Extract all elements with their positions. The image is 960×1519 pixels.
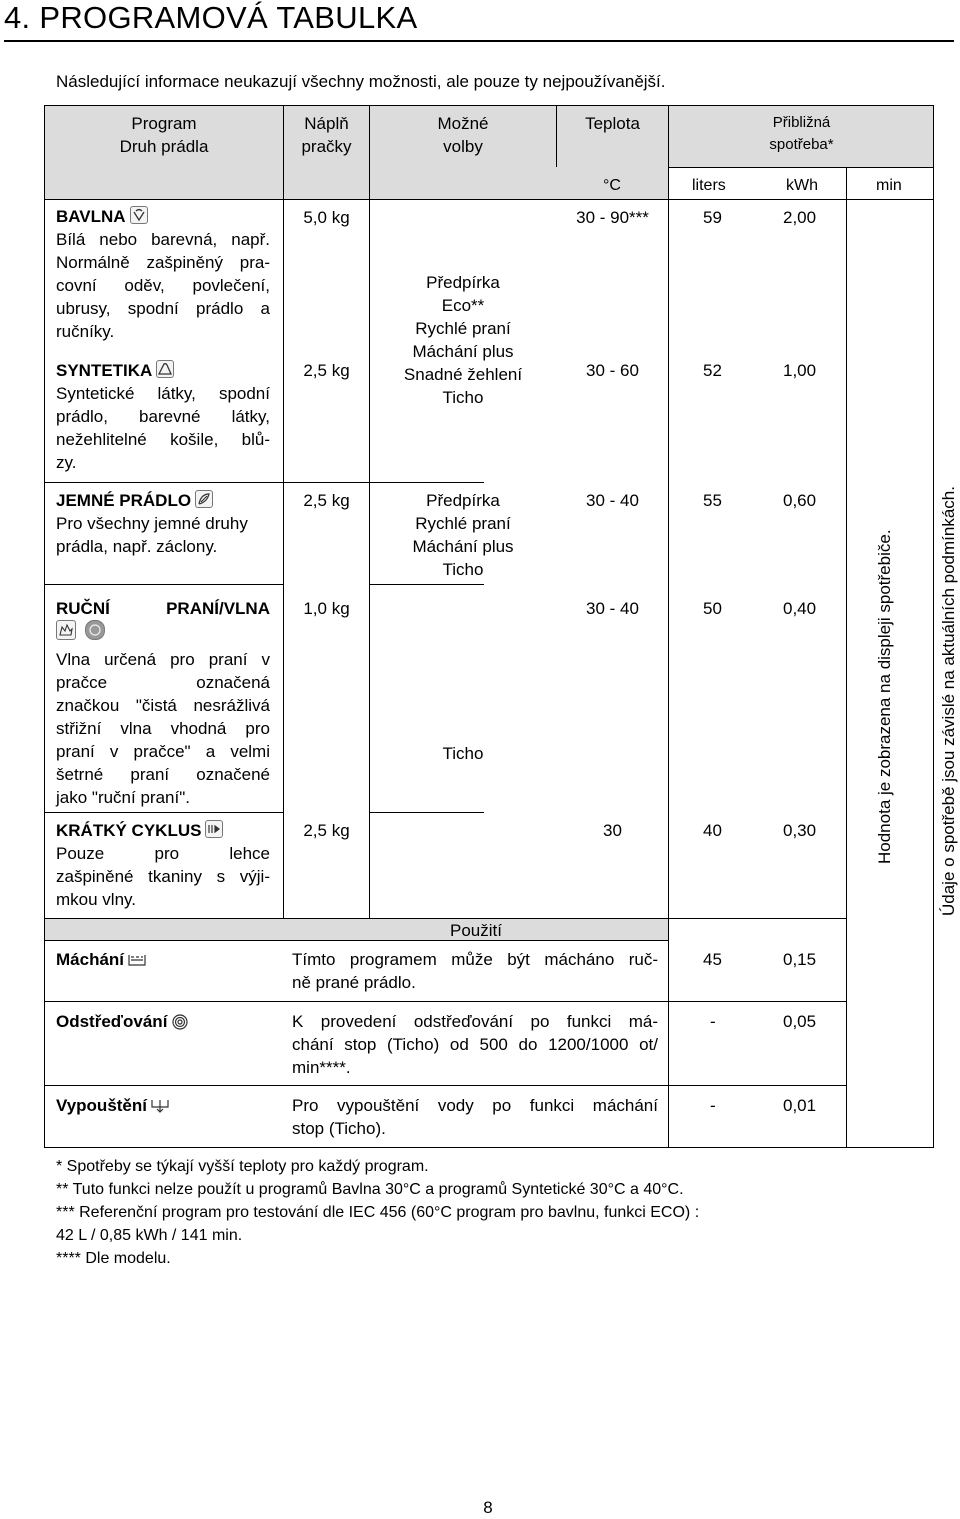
unit-min: min: [876, 177, 902, 194]
program-name: Vypouštění: [56, 1096, 147, 1115]
options-jemne: Předpírka Rychlé praní Máchání plus Ticho: [412, 491, 514, 579]
load-syntetika: 2,5 kg: [303, 361, 350, 380]
rinse-icon: [128, 951, 144, 967]
program-name: SYNTETIKA: [56, 361, 153, 380]
header-program: Program Druh prádla: [119, 114, 209, 156]
program-name: BAVLNA: [56, 207, 126, 226]
usage-odstredovani: K provedení odstřeďování po funkci má- chání stop (Ticho) od 500 do 1200/1000 ot/ min****.: [292, 1012, 658, 1077]
hand-wash-icon: [56, 620, 76, 640]
footnote-2: ** Tuto funkci nelze použít u programů Bavlna 30°C a programů Syntetické 30°C a 40°C.: [56, 1181, 684, 1198]
program-bavlna: BAVLNA Bílá nebo barevná, např. Normálně zašpiněný pra- covní oděv, povlečení, ubrusy, spodní prádlo a ručníky.: [56, 207, 270, 341]
program-rucni: RUČNÍ PRANÍ/VLNA Vlna určená pro praní v pračce označená značkou "čistá nesrážlivá střižní vlna vhodná pro praní v pračce" a velmi šetrné praní označené jako "ruční praní".: [56, 599, 270, 807]
usage-vypousteni: Pro vypouštění vody po funkci máchání stop (Ticho).: [292, 1096, 658, 1138]
header-options: Možné volby: [437, 114, 489, 156]
liters-bavlna: 59: [703, 208, 722, 227]
load-bavlna: 5,0 kg: [303, 208, 350, 227]
usage-header: Použití: [450, 921, 502, 940]
kwh-kratky: 0,30: [783, 821, 817, 840]
program-name: JEMNÉ PRÁDLO: [56, 491, 192, 510]
header-load: Náplň pračky: [301, 114, 352, 156]
synthetics-icon: [156, 360, 174, 378]
program-name-2: PRANÍ/VLNA: [166, 599, 270, 618]
unit-kwh: kWh: [786, 177, 818, 194]
liters-syntetika: 52: [703, 361, 722, 380]
kwh-machani: 0,15: [783, 950, 817, 969]
temp-syntetika: 30 - 60: [586, 361, 639, 380]
title-underline: [4, 40, 954, 42]
unit-liters: liters: [692, 177, 726, 194]
short-cycle-icon: [205, 820, 223, 838]
min-column-note: Hodnota je zobrazena na displeji spotřebiče.: [875, 529, 894, 864]
liters-machani: 45: [703, 950, 722, 969]
spin-icon: [171, 1013, 187, 1029]
program-jemne: JEMNÉ PRÁDLO Pro všechny jemné druhy prádla, např. záclony.: [56, 491, 248, 556]
load-jemne: 2,5 kg: [303, 491, 350, 510]
footnote-3-cont: 42 L / 0,85 kWh / 141 min.: [56, 1227, 243, 1244]
program-syntetika: SYNTETIKA Syntetické látky, spodní prádlo, barevné látky, nežehlitelné košile, blů- zy.: [56, 361, 270, 472]
special-machani: [56, 948, 276, 971]
temp-rucni: 30 - 40: [586, 599, 639, 618]
cotton-icon: [130, 206, 148, 224]
intro-text: Následující informace neukazují všechny možnosti, ale pouze ty nejpoužívanější.: [56, 72, 666, 91]
header-temperature: Teplota: [585, 114, 640, 133]
program-kratky: KRÁTKÝ CYKLUS Pouze pro lehce zašpiněné tkaniny s výji- mkou vlny.: [56, 821, 270, 909]
liters-vypousteni: -: [710, 1096, 716, 1115]
header-consumption: Přibližná spotřeba*: [769, 114, 834, 153]
load-kratky: 2,5 kg: [303, 821, 350, 840]
liters-jemne: 55: [703, 491, 722, 510]
page-number: 8: [483, 1498, 493, 1517]
usage-machani: Tímto programem může být mácháno ruč- ně prané prádlo.: [292, 950, 658, 992]
special-vypousteni: [56, 1094, 276, 1117]
program-name: Máchání: [56, 950, 125, 969]
kwh-vypousteni: 0,01: [783, 1096, 817, 1115]
unit-celsius: °C: [603, 177, 621, 194]
drain-icon: [151, 1097, 167, 1113]
program-name: Odstřeďování: [56, 1012, 168, 1031]
footnote-1: * Spotřeby se týkají vyšší teploty pro každý program.: [56, 1158, 429, 1175]
delicates-icon: [195, 490, 213, 508]
options-rucni: Ticho: [442, 744, 484, 763]
liters-odstredovani: -: [710, 1012, 716, 1031]
kwh-rucni: 0,40: [783, 599, 817, 618]
options-group-1: Předpírka Eco** Rychlé praní Máchání plus Snadné žehlení Ticho: [403, 273, 523, 407]
consumption-side-note: Údaje o spotřebě jsou závislé na aktuálních podmínkách.: [939, 486, 958, 916]
special-odstredovani: [56, 1010, 276, 1033]
footnote-3: *** Referenční program pro testování dle IEC 456 (60°C program pro bavlnu, funkci ECO) :: [56, 1204, 700, 1221]
program-name: RUČNÍ: [56, 599, 110, 618]
kwh-jemne: 0,60: [783, 491, 817, 510]
load-rucni: 1,0 kg: [303, 599, 350, 618]
temp-bavlna: 30 - 90***: [576, 208, 649, 227]
footnote-4: **** Dle modelu.: [56, 1250, 171, 1267]
temp-jemne: 30 - 40: [586, 491, 639, 510]
kwh-syntetika: 1,00: [783, 361, 817, 380]
kwh-odstredovani: 0,05: [783, 1012, 817, 1031]
liters-kratky: 40: [703, 821, 722, 840]
program-name: KRÁTKÝ CYKLUS: [56, 821, 202, 840]
kwh-bavlna: 2,00: [783, 208, 817, 227]
wool-icon: [85, 620, 105, 640]
page-title: 4. PROGRAMOVÁ TABULKA: [4, 0, 418, 35]
temp-kratky: 30: [603, 821, 622, 840]
liters-rucni: 50: [703, 599, 722, 618]
